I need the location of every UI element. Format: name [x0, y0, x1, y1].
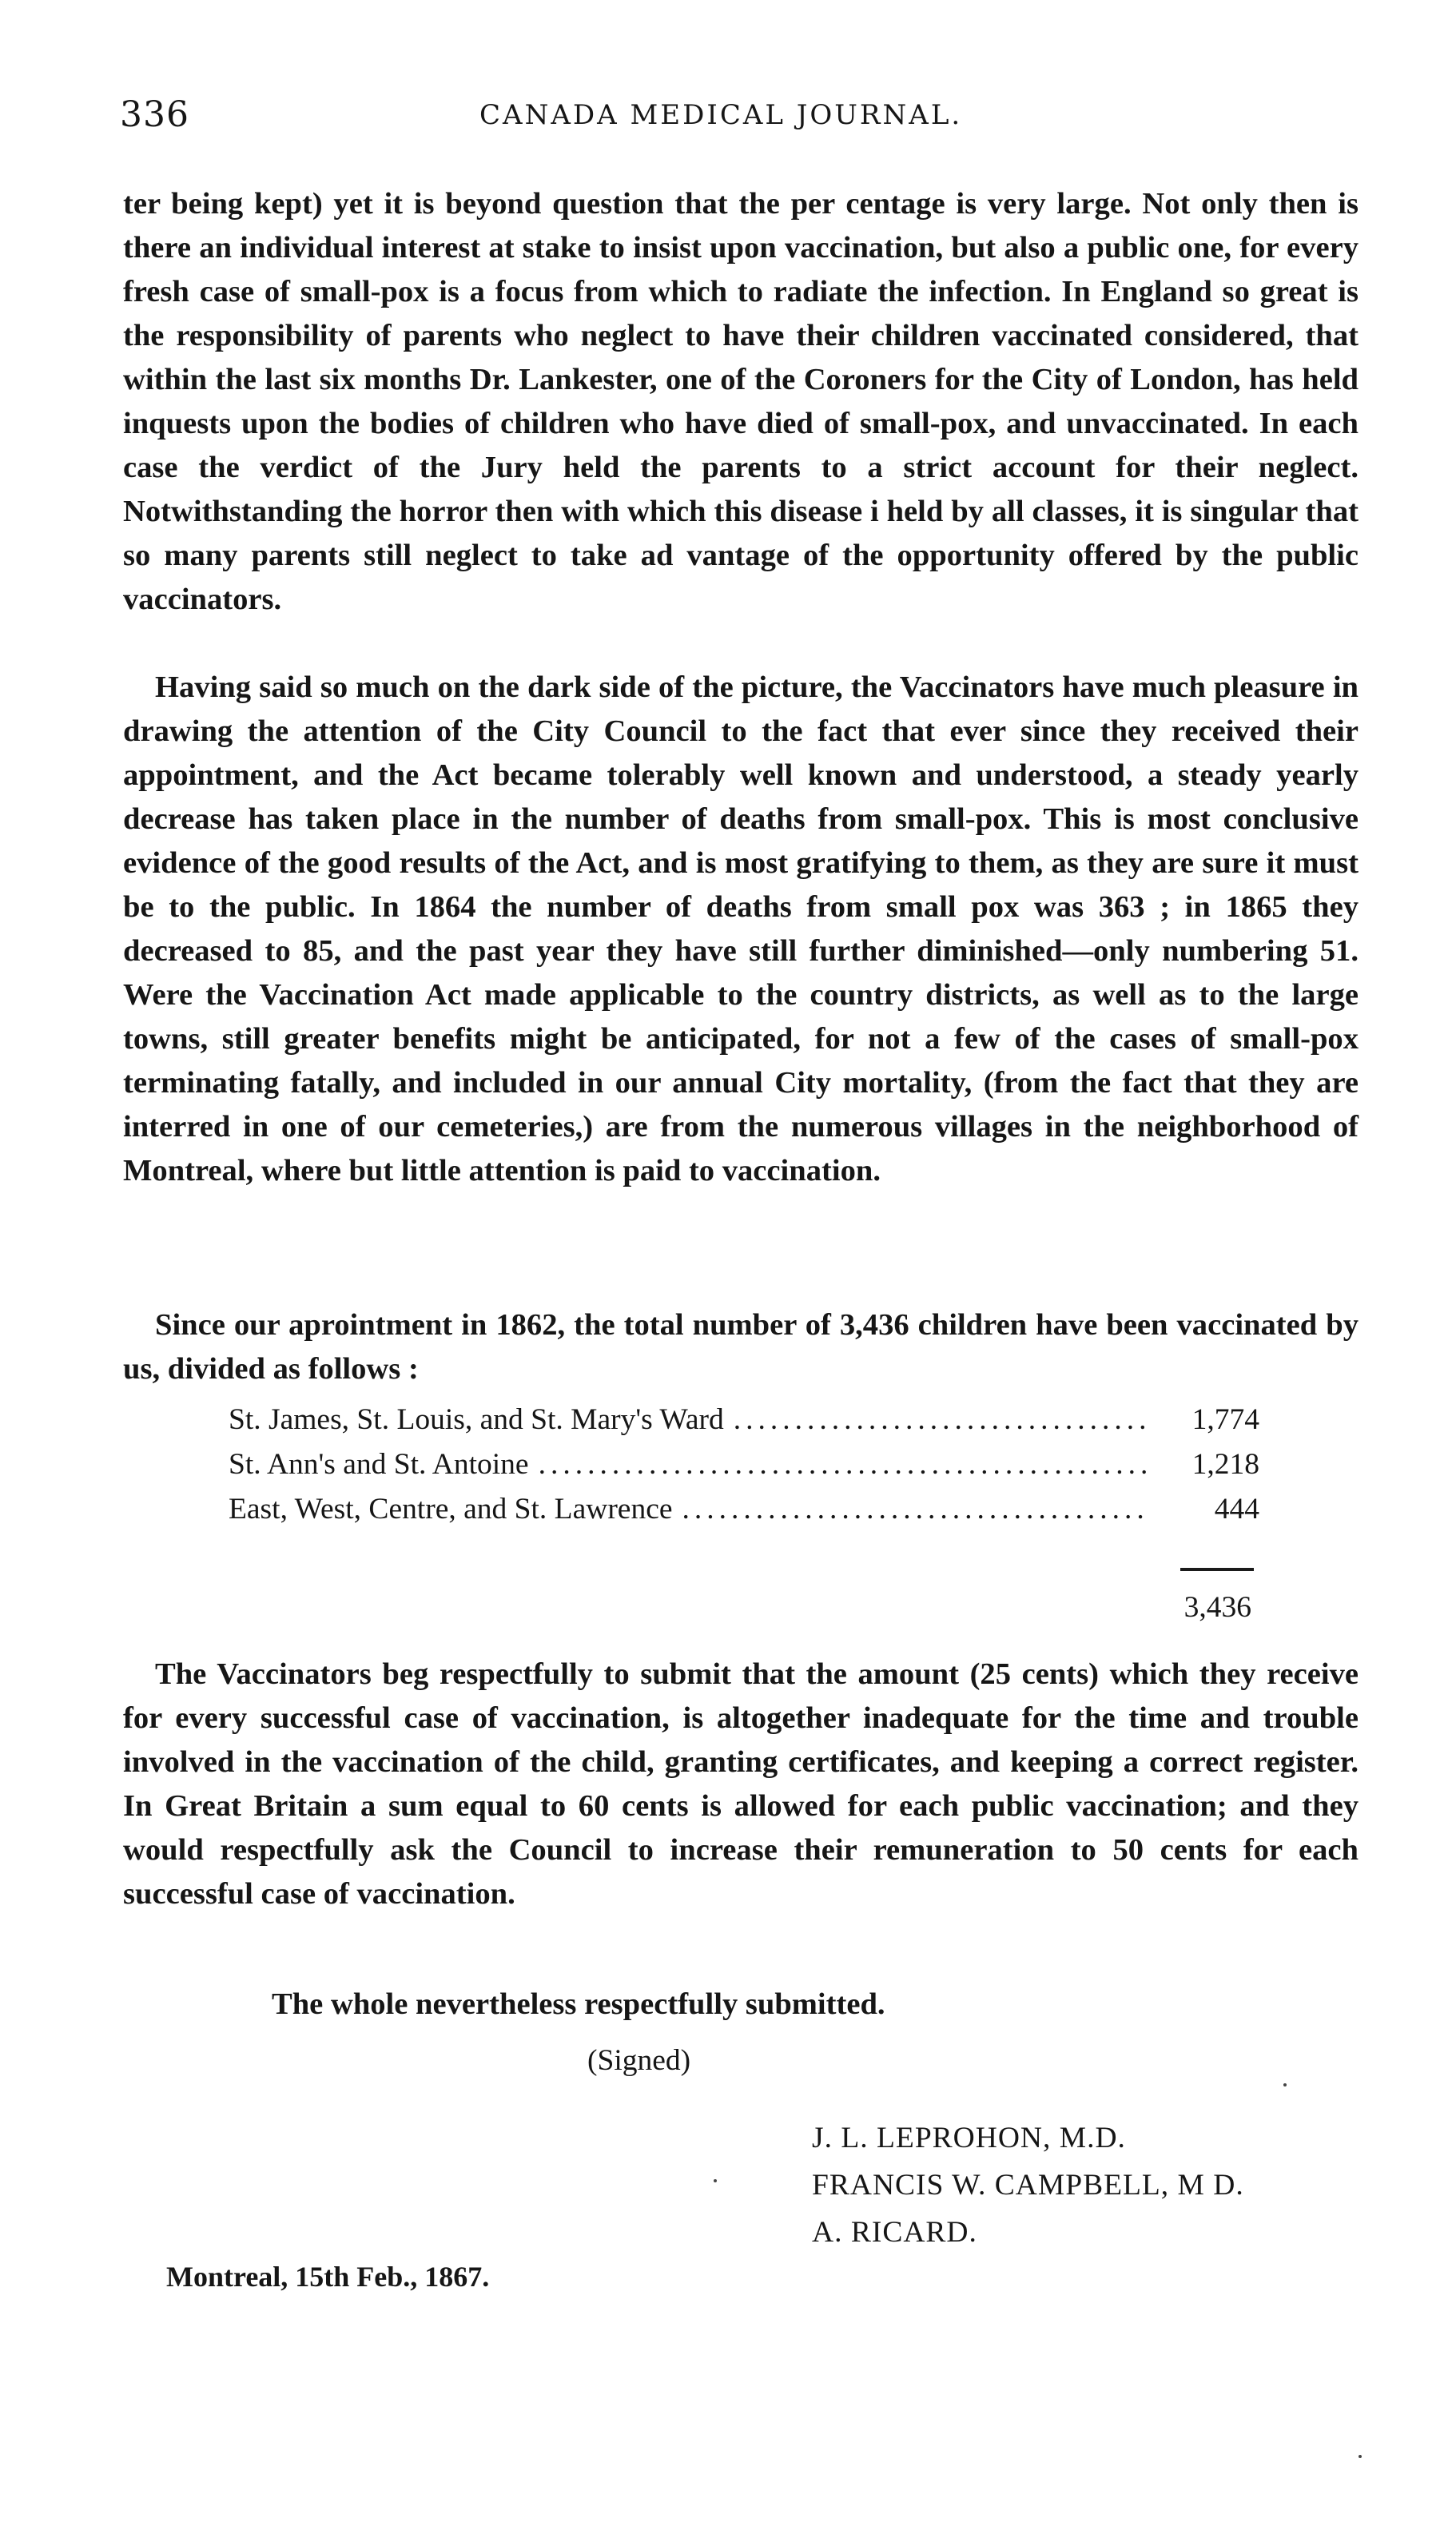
sum-rule	[1180, 1568, 1254, 1571]
paragraph-decrease-in-deaths: Having said so much on the dark side of the picture, the Vaccinators have much pleasure in drawing the attention of the City Council to the fact that ever since they received their appointment, and the Act became tolerably well known and understood, a steady yearly decrease has taken place in the number of deaths from small-pox. This is most conclusive evidence of the good results of the Act, and is most gratifying to them, as they are sure it must be to the public. In 1864 the number of deaths from small pox was 363 ; in 1865 they decreased to 85, and the past year they have still further diminished—only numbering 51. Were the Vaccination Act made applicable to the country districts, as well as to the large towns, still greater benefits might be anticipated, for not a few of the cases of small-pox terminating fatally, and included in our annual City mortality, (from the fact that they are interred in one of our cemeteries,) are from the numerous villages in the neighborhood of Montreal, where but little attention is paid to vaccination.	[123, 670, 1359, 1187]
closing-line: The whole nevertheless respectfully submitted.	[272, 1987, 885, 2021]
tally-row	[229, 1402, 1259, 1447]
signed-label: (Signed)	[587, 2044, 691, 2077]
ward-name: St. Ann's and St. Antoine	[229, 1448, 529, 1481]
tally-row	[229, 1492, 1259, 1537]
paragraph-remuneration-request: The Vaccinators beg respectfully to submit that the amount (25 cents) which they receive for every successful case of vaccination, is altogether inadequate for the time and trouble involved in the vaccination of the child, granting certificates, and keeping a correct register. In Great Britain a sum equal to 60 cents is allowed for each public vaccination; and they would respectfully ask the Council to increase their remuneration to 50 cents for each successful case of vaccination.	[123, 1657, 1359, 1911]
place-date: Montreal, 15th Feb., 1867.	[166, 2261, 490, 2293]
ward-name: St. James, St. Louis, and St. Mary's Ward	[229, 1403, 724, 1436]
ward-tally	[229, 1402, 1259, 1537]
dot-leader	[734, 1402, 1146, 1437]
running-header	[120, 94, 1366, 142]
tally-row	[229, 1447, 1259, 1492]
signatory-name: J. L. LEPROHON, M.D.	[812, 2122, 1126, 2154]
print-speck	[1359, 2455, 1362, 2458]
signatory-name: A. RICARD.	[812, 2216, 977, 2249]
ward-name: East, West, Centre, and St. Lawrence	[229, 1493, 673, 1526]
page-number: 336	[120, 94, 189, 135]
print-speck	[1283, 2083, 1287, 2086]
ward-count: 444	[1214, 1493, 1259, 1526]
paragraph-total-vaccinated: Since our aprointment in 1862, the total number of 3,436 children have been vaccinated by us, divided as follows :	[123, 1308, 1359, 1386]
print-speck	[714, 2179, 717, 2182]
ward-count: 1,774	[1191, 1403, 1259, 1436]
dot-leader	[539, 1447, 1146, 1482]
dot-leader	[682, 1492, 1147, 1526]
paragraph-vaccination-responsibility: ter being kept) yet it is beyond question that the per centage is very large. Not only then is there an individual interest at stake to insist upon vaccination, but also a public one, for every fresh case of small-pox is a focus from which to radiate the infection. In England so great is the responsibility of parents who neglect to have their children vaccinated considered, that within the last six months Dr. Lankester, one of the Coroners for the City of London, has held inquests upon the bodies of children who have died of small-pox, and unvaccinated. In each case the verdict of the Jury held the parents to a strict account for their neglect. Notwithstanding the horror then with which this disease i held by all classes, it is singular that so many parents still neglect to take ad vantage of the opportunity offered by the public vaccinators.	[123, 187, 1359, 616]
signatories	[812, 2114, 1244, 2256]
tally-total: 3,436	[1183, 1591, 1251, 1624]
ward-count: 1,218	[1191, 1448, 1259, 1481]
journal-title: CANADA MEDICAL JOURNAL.	[479, 99, 963, 131]
signatory-name: FRANCIS W. CAMPBELL, M D.	[812, 2169, 1244, 2202]
